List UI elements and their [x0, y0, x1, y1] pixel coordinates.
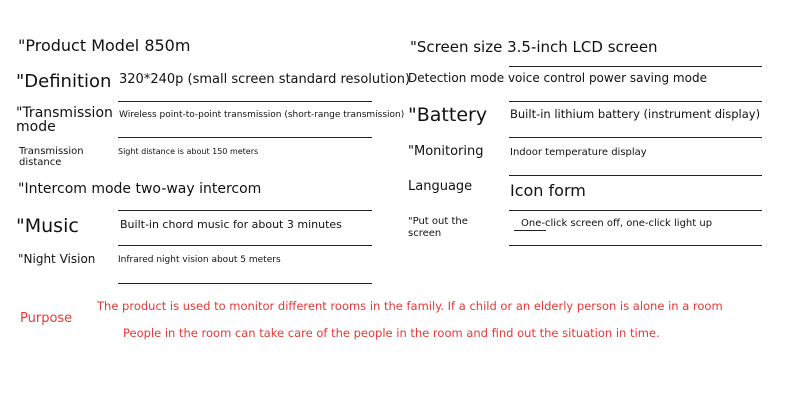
purpose-text-line2: People in the room can take care of the people in the room and find out the situation in time. — [123, 326, 660, 340]
transmission-label-line2: mode — [16, 119, 56, 135]
distance-value: Sight distance is about 150 meters — [118, 147, 259, 156]
put-out-label-line1: "Put out the — [408, 216, 468, 227]
night-vision-label: "Night Vision — [18, 252, 96, 266]
distance-label-line1: Transmission — [19, 146, 84, 157]
put-out-screen-value: One-click screen off, one-click light up — [521, 218, 713, 229]
language-rule — [509, 210, 762, 211]
put-out-screen-label — [408, 216, 468, 240]
transmission-label-line1: "Transmission — [16, 105, 113, 121]
screen-size: "Screen size 3.5-inch LCD screen — [410, 38, 658, 56]
intercom-rule — [118, 210, 372, 211]
definition-value: 320*240p (small screen standard resolution) — [119, 72, 411, 87]
put-out-screen-rule — [509, 245, 762, 246]
language-value: Icon form — [510, 181, 586, 200]
intercom-mode: "Intercom mode two-way intercom — [18, 181, 262, 197]
definition-label: "Definition — [16, 71, 112, 92]
purpose-label: Purpose — [20, 311, 73, 326]
battery-label: "Battery — [408, 104, 488, 126]
distance-label-line2: distance — [19, 157, 62, 168]
music-rule — [118, 245, 372, 246]
battery-rule — [509, 137, 762, 138]
transmission-rule — [118, 137, 372, 138]
language-label: Language — [408, 179, 473, 194]
night-vision-value: Infrared night vision about 5 meters — [118, 255, 281, 265]
product-model: "Product Model 850m — [18, 36, 191, 55]
night-vision-rule — [118, 283, 372, 284]
detection-rule — [509, 101, 762, 102]
monitoring-label: "Monitoring — [408, 144, 484, 159]
monitoring-rule — [509, 175, 762, 176]
music-label: "Music — [16, 215, 79, 237]
purpose-text-line1: The product is used to monitor different rooms in the family. If a child or an elderly person is alone in a room — [97, 299, 723, 313]
battery-value: Built-in lithium battery (instrument display) — [510, 107, 761, 121]
definition-rule — [118, 101, 372, 102]
music-value: Built-in chord music for about 3 minutes — [120, 218, 342, 231]
detection-mode: Detection mode voice control power saving mode — [408, 71, 707, 85]
transmission-value: Wireless point-to-point transmission (short-range transmission) — [119, 110, 405, 120]
monitoring-value: Indoor temperature display — [510, 147, 647, 158]
transmission-label — [16, 106, 113, 134]
distance-label — [19, 146, 84, 168]
put-out-screen-underline — [514, 230, 546, 231]
screen-size-rule — [509, 66, 762, 67]
put-out-label-line2: screen — [408, 228, 442, 239]
